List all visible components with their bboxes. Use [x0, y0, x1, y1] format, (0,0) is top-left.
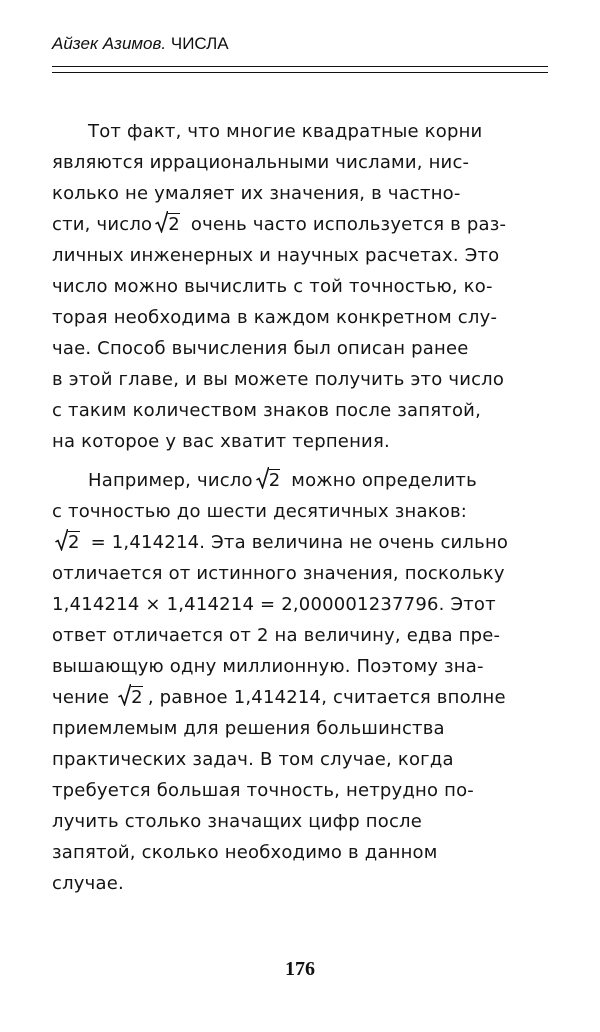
radical-sign-icon	[118, 684, 131, 706]
running-head-author: Айзек Азимов.	[52, 34, 167, 53]
text-run: на которое у вас хватит терпения.	[52, 431, 390, 452]
text-run: в этой главе, и вы можете получить это число	[52, 369, 505, 390]
text-line	[52, 558, 546, 589]
text-line	[52, 775, 546, 806]
square-root-symbol	[118, 682, 145, 713]
text-run: Тот факт, что многие квадратные корни	[88, 121, 483, 142]
square-root-symbol	[55, 527, 82, 558]
page-number: 176	[285, 958, 315, 980]
text-run: являются иррациональными числами, нис-	[52, 152, 470, 173]
text-line	[52, 147, 546, 178]
text-run: = 1,414214. Эта величина не очень сильно	[84, 532, 509, 553]
text-run: число можно вычислить с той точностью, ко-	[52, 276, 493, 297]
text-line	[52, 240, 546, 271]
radical-sign-icon	[55, 529, 68, 551]
text-line	[52, 682, 546, 713]
text-line	[52, 868, 546, 899]
text-run: случае.	[52, 873, 124, 894]
text-line	[52, 465, 546, 496]
paragraph	[52, 465, 546, 899]
text-line	[52, 364, 546, 395]
text-run: можно определить	[285, 470, 477, 491]
text-run: сти, число	[52, 214, 153, 235]
text-run: , равное 1,414214, считается вполне	[147, 687, 506, 708]
radical-sign-icon	[155, 211, 168, 233]
text-run: ответ отличается от 2 на величину, едва пре-	[52, 625, 501, 646]
running-head	[52, 34, 229, 54]
radicand: 2	[168, 214, 180, 235]
square-root-symbol	[155, 209, 182, 240]
text-run: 1,414214 × 1,414214 = 2,000001237796. Этот	[52, 594, 496, 615]
text-run: Например, число	[88, 470, 253, 491]
text-run: очень часто используется в раз-	[184, 214, 507, 235]
text-line	[52, 806, 546, 837]
text-run: приемлемым для решения большинства	[52, 718, 445, 739]
text-line	[52, 333, 546, 364]
text-line	[52, 496, 546, 527]
text-run: с точностью до шести десятичных знаков:	[52, 501, 468, 522]
text-line	[52, 837, 546, 868]
text-run: чение	[52, 687, 116, 708]
header-rule-top	[52, 66, 548, 67]
header-rule-bottom	[52, 72, 548, 73]
radicand: 2	[68, 532, 80, 553]
paragraph	[52, 116, 546, 457]
paragraph-gap	[52, 457, 546, 465]
text-line	[52, 589, 546, 620]
text-run: требуется большая точность, нетрудно по-	[52, 780, 474, 801]
running-head-title: ЧИСЛА	[170, 34, 229, 53]
square-root-symbol	[256, 465, 283, 496]
text-line	[52, 651, 546, 682]
text-line	[52, 395, 546, 426]
text-line	[52, 527, 546, 558]
text-run: торая необходима в каждом конкретном слу-	[52, 307, 498, 328]
text-run: запятой, сколько необходимо в данном	[52, 842, 438, 863]
text-line	[52, 116, 546, 147]
text-run: чае. Способ вычисления был описан ранее	[52, 338, 469, 359]
text-line	[52, 178, 546, 209]
text-line	[52, 620, 546, 651]
text-line	[52, 302, 546, 333]
text-run: вышающую одну миллионную. Поэтому зна-	[52, 656, 484, 677]
text-line	[52, 209, 546, 240]
text-run: лучить столько значащих цифр после	[52, 811, 423, 832]
text-run: отличается от истинного значения, поскольку	[52, 563, 505, 584]
radicand: 2	[131, 687, 143, 708]
text-line	[52, 426, 546, 457]
text-line	[52, 713, 546, 744]
radical-sign-icon	[256, 467, 269, 489]
text-run: колько не умаляет их значения, в частно-	[52, 183, 461, 204]
radicand: 2	[268, 470, 281, 491]
text-run: с таким количеством знаков после запятой,	[52, 400, 481, 421]
text-run: практических задач. В том случае, когда	[52, 749, 454, 770]
text-run: личных инженерных и научных расчетах. Это	[52, 245, 500, 266]
text-line	[52, 271, 546, 302]
text-line	[52, 744, 546, 775]
body-text	[52, 116, 546, 899]
